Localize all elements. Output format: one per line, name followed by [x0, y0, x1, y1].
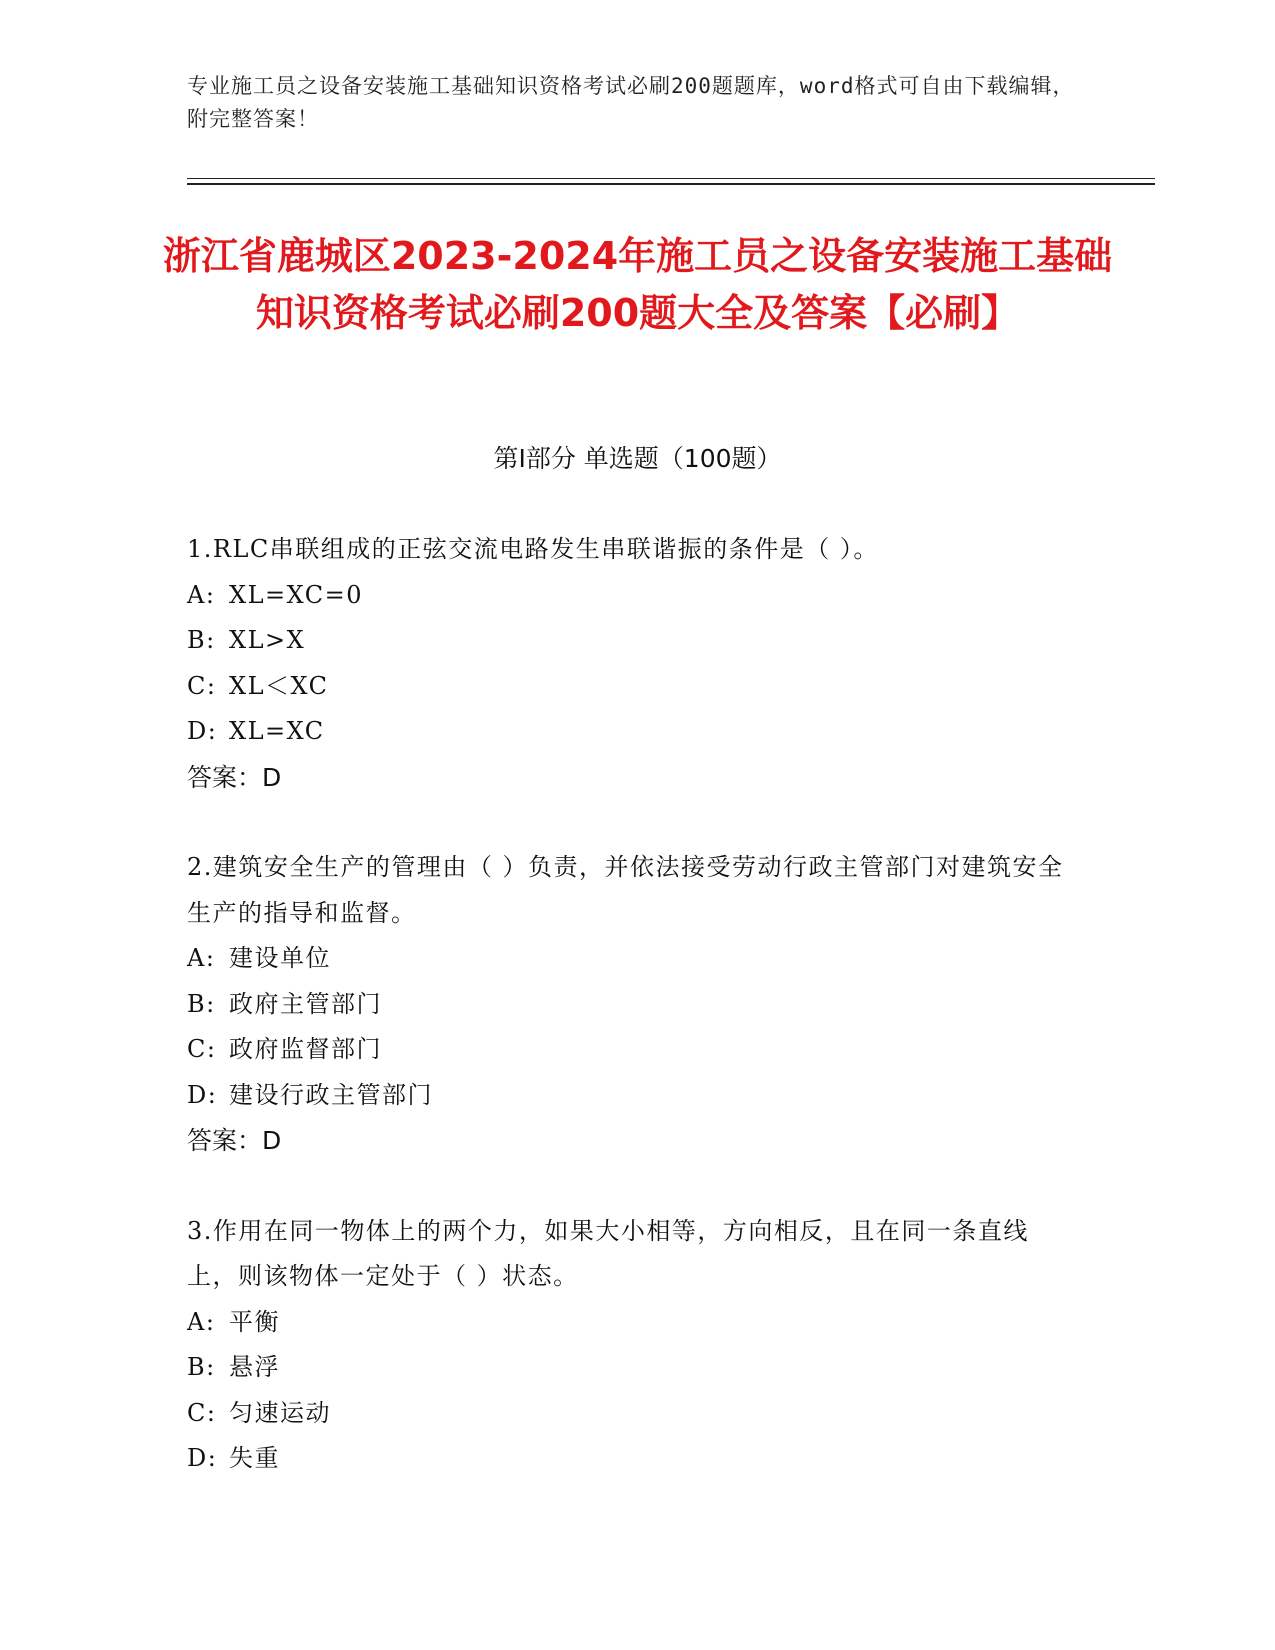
- option-c: [187, 1027, 1067, 1073]
- option-text: XL＜XC: [229, 671, 329, 700]
- option-text: 失重: [229, 1444, 280, 1472]
- option-b: [187, 1345, 1067, 1391]
- option-letter: D:: [187, 1444, 218, 1472]
- header-note: 专业施工员之设备安装施工基础知识资格考试必刷200题题库，word格式可自由下载编辑，附完整答案！: [187, 74, 1075, 131]
- option-text: 政府主管部门: [229, 989, 382, 1018]
- option-text: 建设行政主管部门: [229, 1080, 433, 1109]
- answer-line: 答案：D: [187, 762, 282, 792]
- option-letter: C:: [187, 1398, 217, 1427]
- option-text: 政府监督部门: [229, 1035, 382, 1063]
- option-a: [187, 1300, 1067, 1346]
- question-2: [187, 845, 1067, 1164]
- option-letter: D:: [187, 1080, 218, 1109]
- header-divider-thin: [187, 178, 1155, 179]
- option-letter: C:: [187, 671, 217, 700]
- option-b: [187, 982, 1067, 1028]
- section-title: 第Ⅰ部分 单选题（100题）: [493, 444, 782, 473]
- option-letter: B:: [187, 626, 216, 654]
- question-stem: 1.RLC串联组成的正弦交流电路发生串联谐振的条件是（ ）。: [187, 535, 879, 563]
- option-c: [187, 664, 1067, 710]
- answer-line: 答案：D: [187, 1126, 282, 1155]
- option-text: 匀速运动: [229, 1398, 331, 1427]
- option-d: [187, 709, 1067, 755]
- option-letter: A:: [187, 580, 216, 609]
- option-letter: C:: [187, 1035, 217, 1063]
- option-text: XL=XC: [229, 717, 325, 745]
- option-letter: A:: [187, 944, 216, 972]
- option-letter: A:: [187, 1307, 216, 1336]
- option-text: XL>X: [229, 626, 306, 654]
- option-text: 平衡: [229, 1307, 280, 1336]
- option-letter: D:: [187, 717, 218, 745]
- option-text: XL=XC=0: [229, 580, 364, 609]
- option-c: [187, 1391, 1067, 1437]
- option-letter: B:: [187, 1353, 216, 1381]
- header-divider-thick: [187, 183, 1155, 185]
- option-letter: B:: [187, 989, 216, 1018]
- question-1: [187, 527, 1067, 800]
- option-text: 悬浮: [229, 1353, 280, 1381]
- option-d: [187, 1073, 1067, 1119]
- question-3: [187, 1209, 1067, 1482]
- document-title: 浙江省鹿城区2023-2024年施工员之设备安装施工基础知识资格考试必刷200题大全及答案【必刷】: [162, 234, 1113, 335]
- question-stem: 2.建筑安全生产的管理由（ ）负责，并依法接受劳动行政主管部门对建筑安全生产的指导和监督。: [187, 853, 1064, 927]
- option-b: [187, 618, 1067, 664]
- option-a: [187, 936, 1067, 982]
- option-a: [187, 573, 1067, 619]
- question-stem: 3.作用在同一物体上的两个力，如果大小相等，方向相反，且在同一条直线上，则该物体一定处于（ ）状态。: [187, 1216, 1029, 1290]
- question-list: [187, 527, 1067, 1527]
- option-d: [187, 1436, 1067, 1482]
- option-text: 建设单位: [229, 944, 331, 972]
